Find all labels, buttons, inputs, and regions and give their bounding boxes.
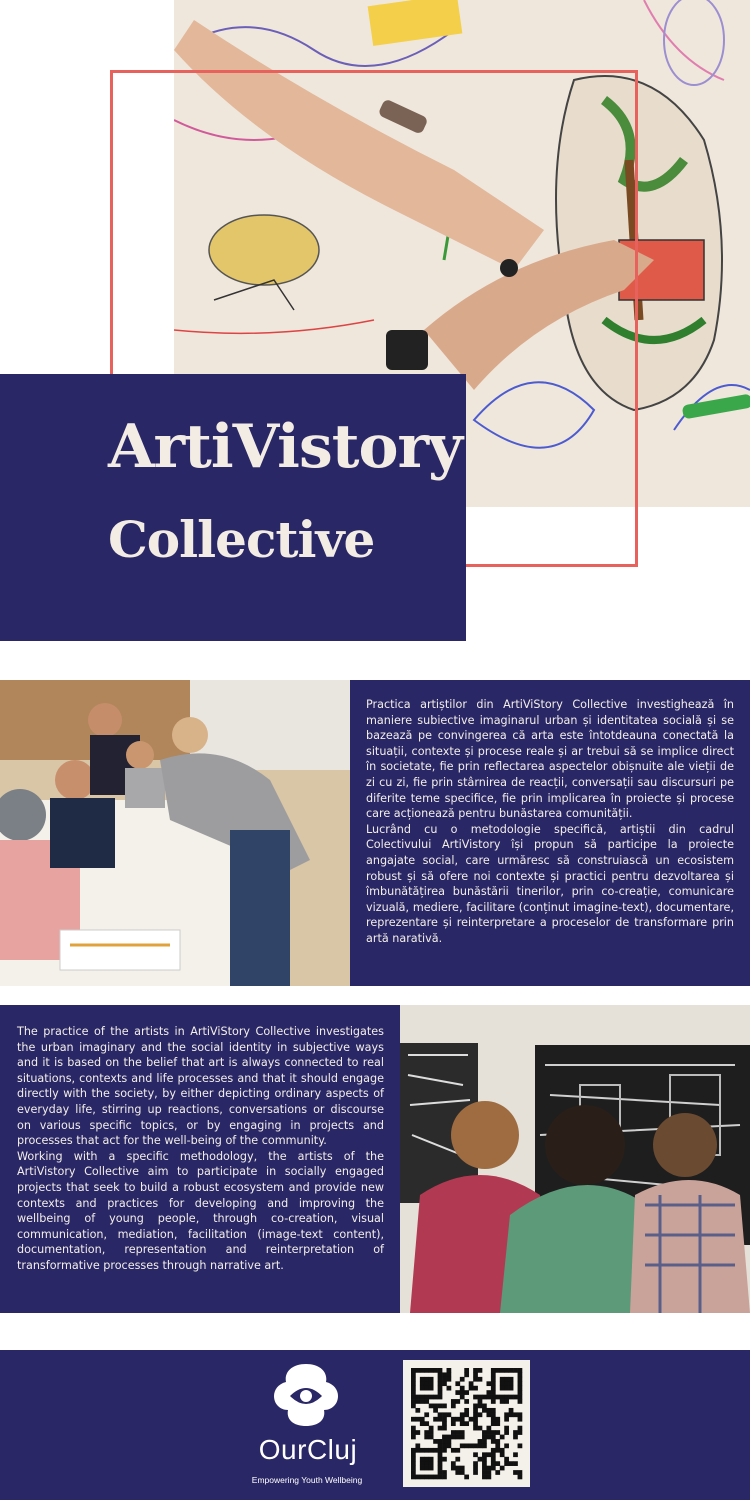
ourcluj-logo-icon xyxy=(272,1360,340,1428)
logo-tagline: Empowering Youth Wellbeing xyxy=(251,1475,363,1485)
description-english xyxy=(17,1024,384,1274)
logo-name: OurCluj xyxy=(258,1434,358,1465)
classroom-photo xyxy=(0,680,350,986)
paragraph-en-2: Working with a specific methodology, the artists of the ArtiVistory Collective aim to participate in socially engaged projects that seek to build a robust ecosystem and provide new contexts and practices for developing and improving the wellbeing of young people, through co-creation, visual communication, mediation, facilitation (image-text content), documentation, representation and reinterpretation of transformative processes through narrative art. xyxy=(17,1149,384,1272)
gallery-photo xyxy=(400,1005,750,1313)
paragraph-ro-2: Lucrând cu o metodologie specifică, artiștii din cadrul Colectivului ArtiVistory își propun să participe la proiecte angajate social, care urmăresc să construiască un ecosistem robust și să ofere noi contexte și practici pentru dezvoltarea și îmbunătățirea bunăstării tinerilor, prin co-creație, comunicare vizuală, mediere, facilitare (conținut imagine-text), documentare, reprezentare și reinterpretare a proceselor de transformare prin artă narativă. xyxy=(366,822,734,945)
qr-code[interactable] xyxy=(403,1360,530,1487)
page-subtitle: Collective xyxy=(108,510,375,569)
page-title: ArtiVistory xyxy=(108,412,462,482)
paragraph-ro-1: Practica artiștilor din ArtiViStory Collective investighează în maniere subiective imaginarul urban și identitatea socială și se bazează pe convingerea că arta este întotdeauna conectată la situații, contexte și procese reale și ar trebui să se implice direct în societate, fie prin reflectarea aspectelor obișnuite ale vieții de zi cu zi, fie prin stârnirea de reacții, conversații sau discursuri pe diferite teme specifice, fie prin implicarea în proiecte și procese care acționează pentru bunăstarea comunității. xyxy=(366,698,734,821)
paragraph-en-1: The practice of the artists in ArtiViStory Collective investigates the urban imaginary and the social identity in subjective ways and it is based on the belief that art is always connected to real situations, contexts and life processes and that it should engage directly with the society, by either depicting ordinary aspects of everyday life, stirring up reactions, conversations or discourse on various specific topics, or by engaging in projects and processes that act for the well-being of the community. xyxy=(17,1025,384,1148)
description-romanian xyxy=(366,697,734,947)
